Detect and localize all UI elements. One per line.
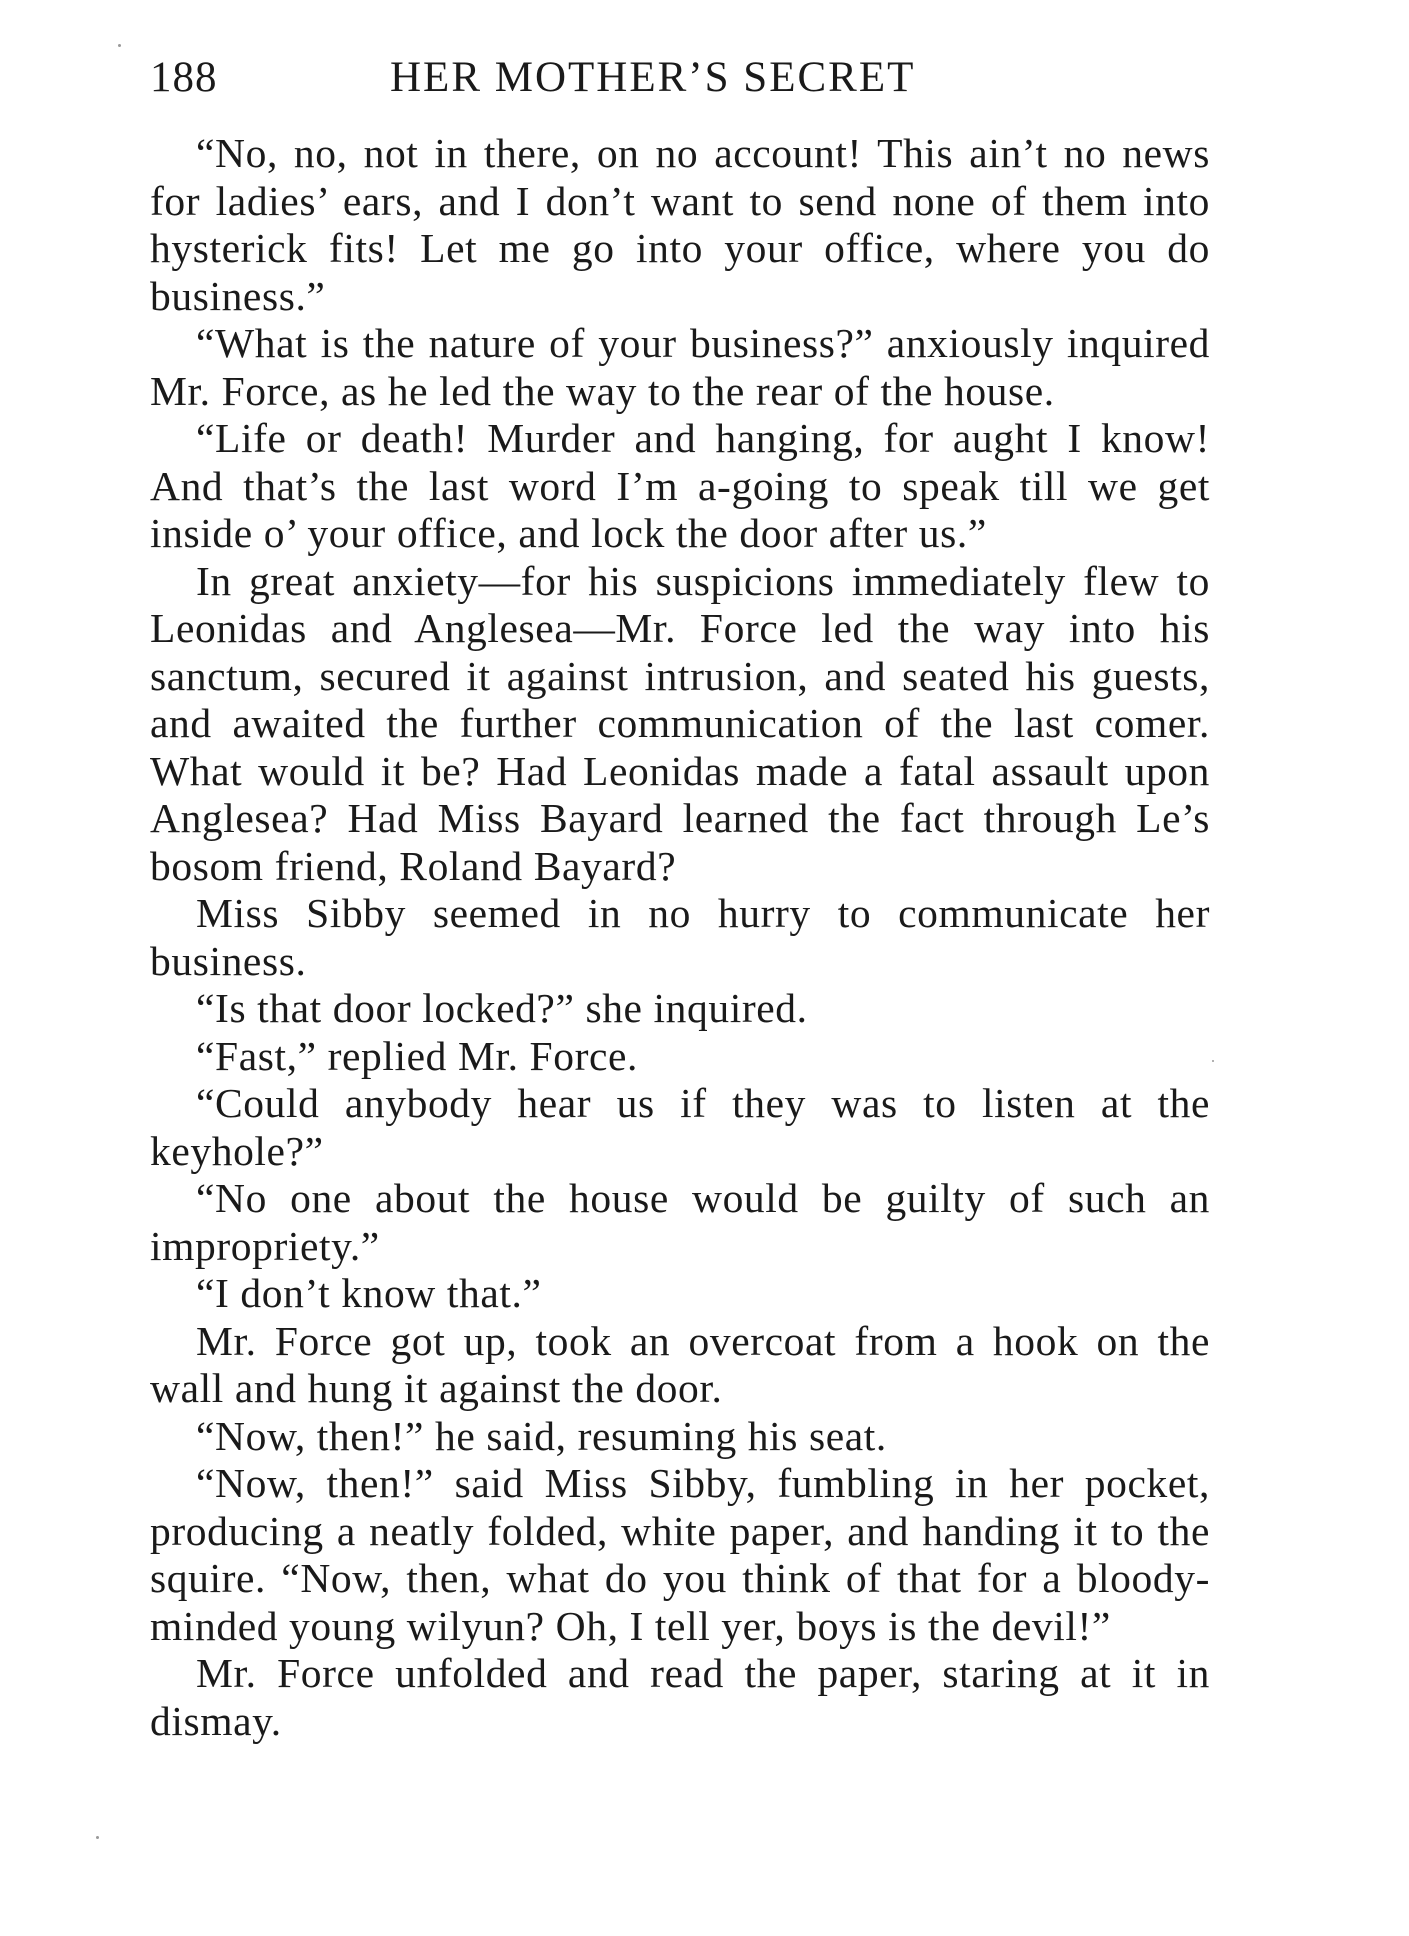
paragraph: Mr. Force got up, took an overcoat from a hook on the wall and hung it against the door. — [150, 1317, 1210, 1411]
paragraph: Mr. Force unfolded and read the paper, staring at it in dismay. — [150, 1650, 1210, 1744]
paragraph: “Now, then!” he said, resuming his seat. — [196, 1412, 887, 1459]
running-head — [150, 48, 1210, 108]
running-title: HER MOTHER’S SECRET — [390, 54, 916, 101]
page-number: 188 — [150, 54, 218, 101]
paragraph: “Life or death! Murder and hanging, for aught I know! And that’s the last word I’m a-going to speak till we get inside o’ your office, and lock the door after us.” — [150, 415, 1210, 556]
paragraph: “Could anybody hear us if they was to listen at the keyhole?” — [150, 1080, 1210, 1174]
paragraph: “No, no, not in there, on no account! This ain’t no news for ladies’ ears, and I don’t want to send none of them into hysterick fits! Let me go into your office, where you do business.” — [150, 130, 1210, 319]
paragraph: “What is the nature of your business?” anxiously inquired Mr. Force, as he led the way to the rear of the house. — [150, 320, 1210, 414]
paragraph: “Fast,” replied Mr. Force. — [196, 1032, 639, 1079]
speck — [96, 1836, 99, 1839]
paragraph: Miss Sibby seemed in no hurry to communicate her business. — [150, 890, 1210, 984]
speck — [118, 44, 121, 47]
paragraph: In great anxiety—for his suspicions immediately flew to Leonidas and Anglesea—Mr. Force led the way into his sanctum, secured it against intrusion, and seated his guests, and awaited the further communication of the last comer. What would it be? Had Leonidas made a fatal assault upon Anglesea? Had Miss Bayard learned the fact through Le’s bosom friend, Roland Bayard? — [150, 557, 1210, 889]
body-text — [150, 130, 1210, 1745]
paragraph: “Now, then!” said Miss Sibby, fumbling in her pocket, producing a neatly folded, white paper, and handing it to the squire. “Now, then, what do you think of that for a bloody-minded young wilyun? Oh, I tell yer, boys is the devil!” — [150, 1460, 1210, 1649]
paragraph: “No one about the house would be guilty of such an impropriety.” — [150, 1175, 1210, 1269]
speck — [1212, 1060, 1214, 1062]
paragraph: “I don’t know that.” — [196, 1270, 542, 1316]
paragraph: “Is that door locked?” she inquired. — [196, 985, 808, 1031]
